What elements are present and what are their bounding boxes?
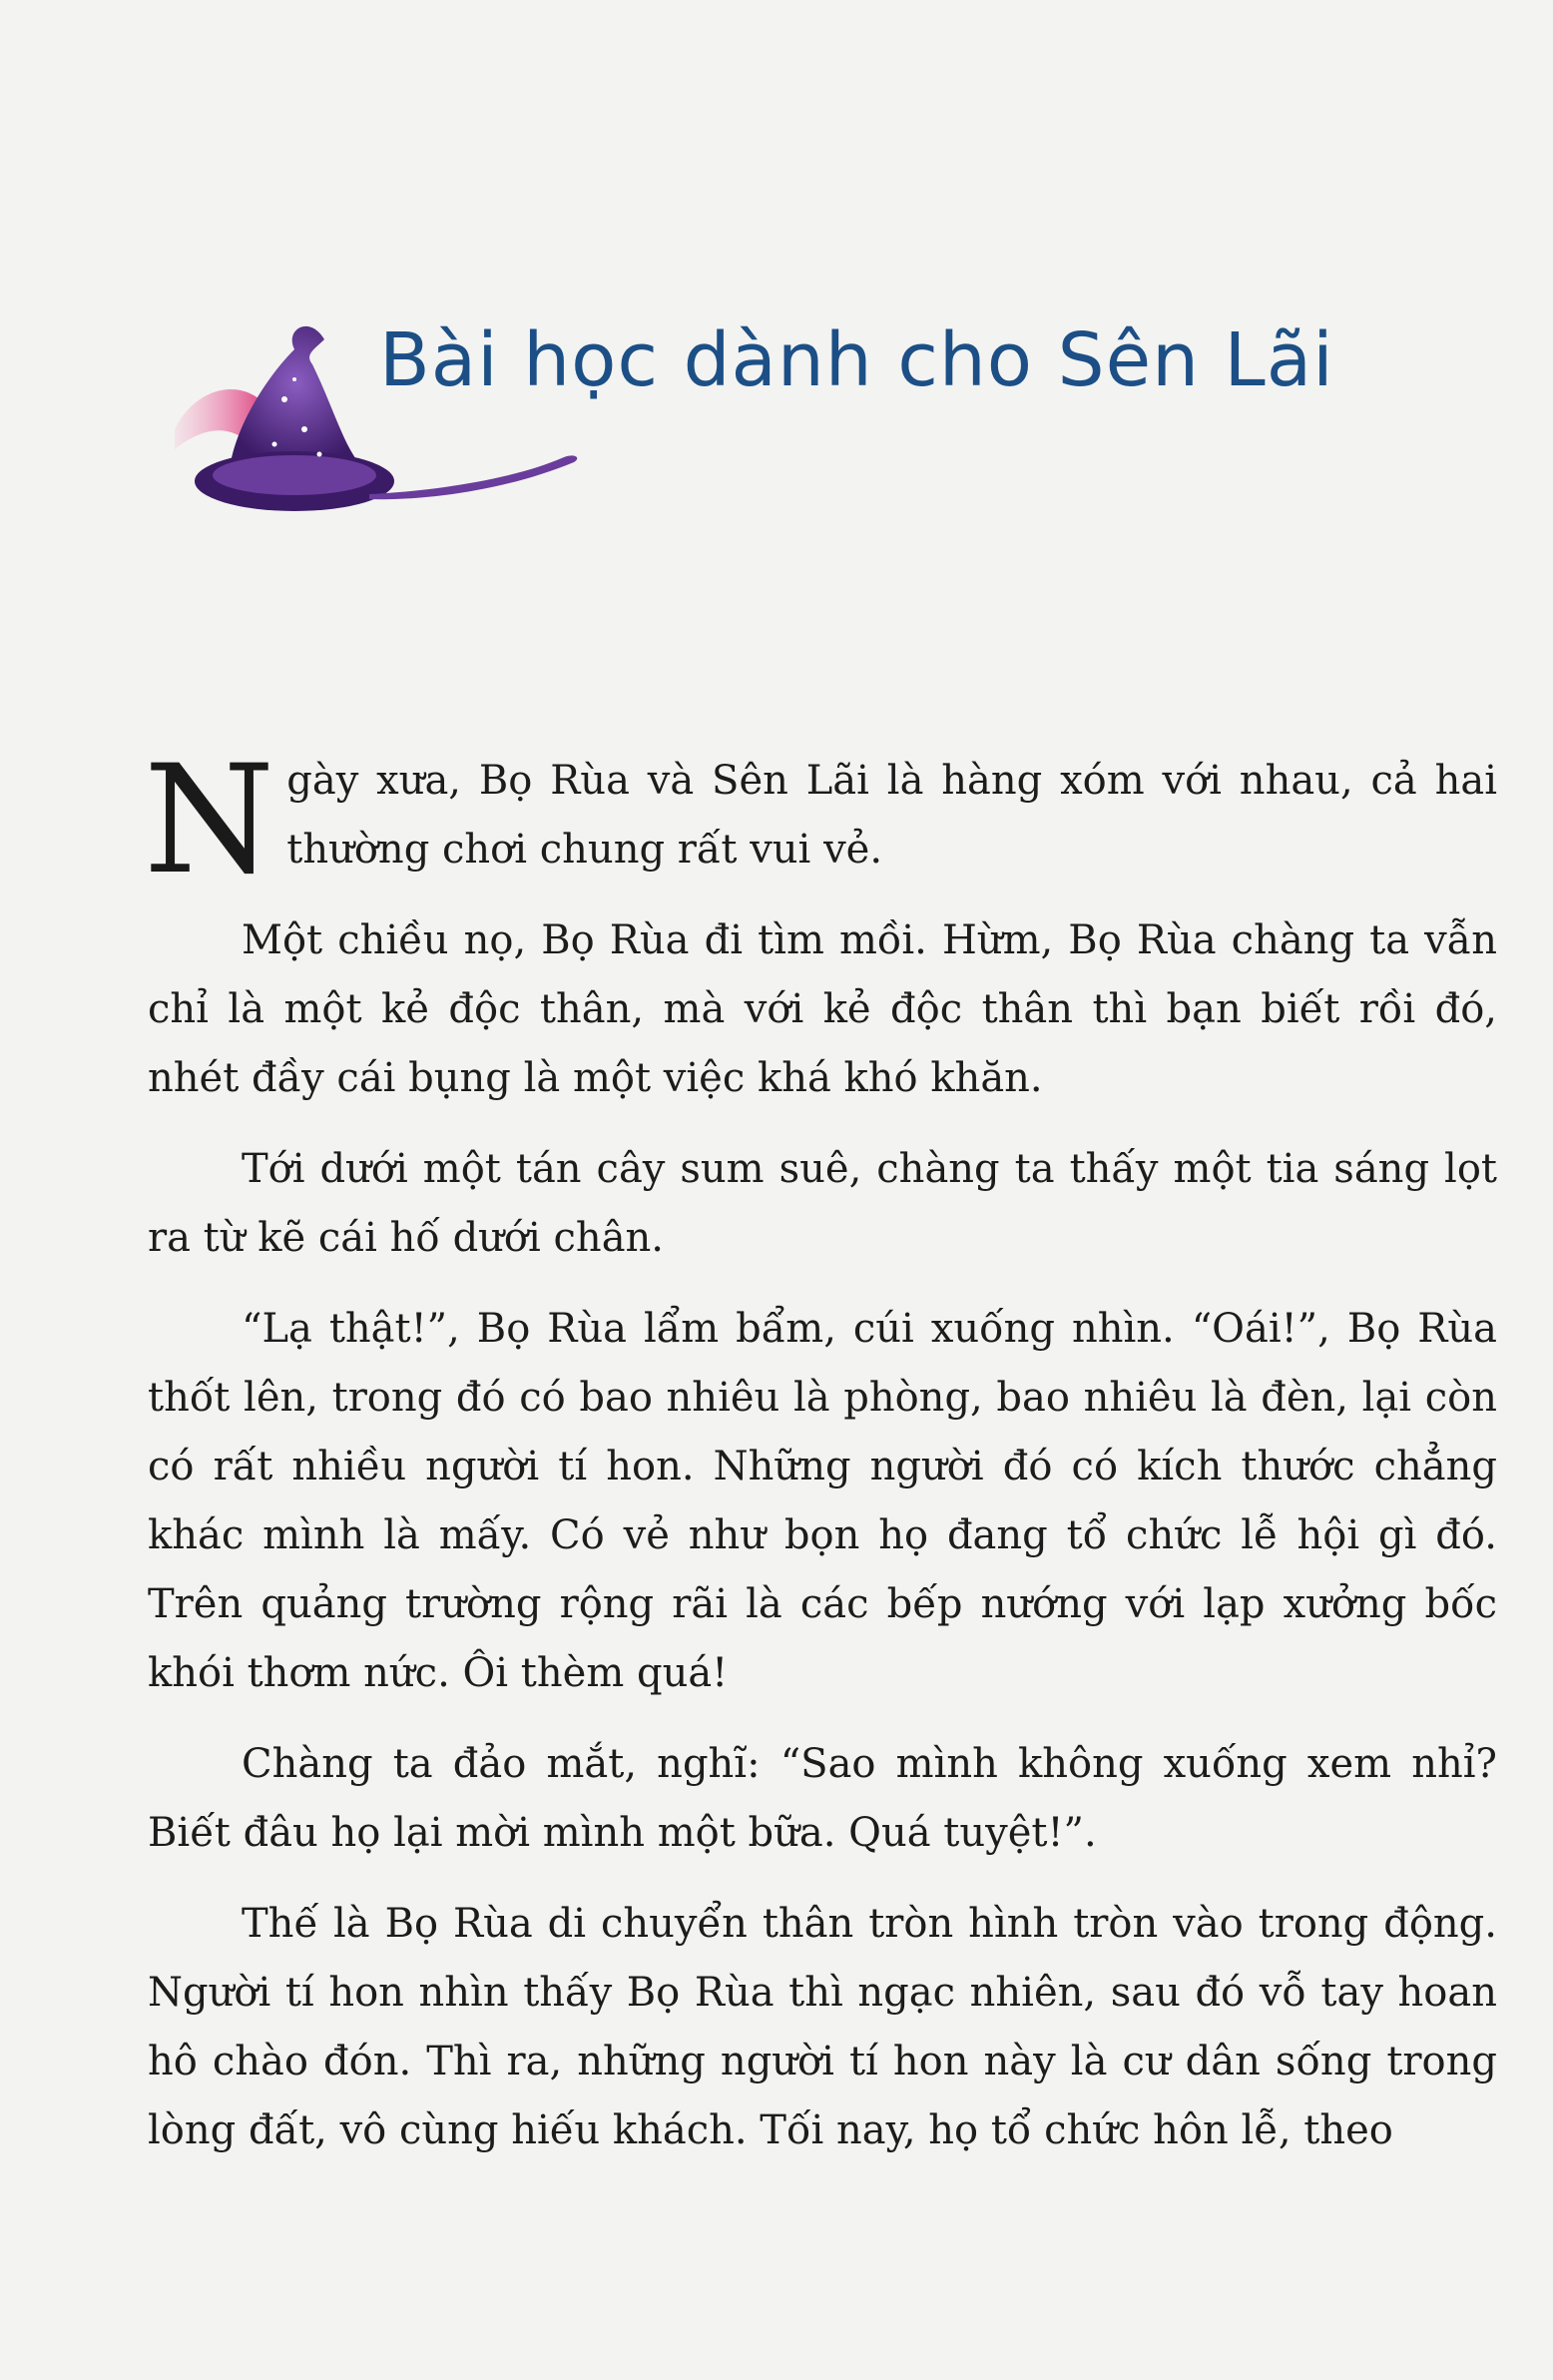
paragraph-3: Tới dưới một tán cây sum suê, chàng ta thấy một tia sáng lọt ra từ kẽ cái hố dưới chân.	[148, 1146, 1497, 1261]
story-text	[144, 734, 1497, 2187]
paragraph-2: Một chiều nọ, Bọ Rùa đi tìm mồi. Hừm, Bọ Rùa chàng ta vẫn chỉ là một kẻ độc thân, mà với kẻ độc thân thì bạn biết rồi đó, nhét đầy cái bụng là một việc khá khó khăn.	[148, 917, 1497, 1101]
drop-cap: N	[144, 734, 275, 907]
chapter-title: Bài học dành cho Sên Lãi	[379, 317, 1334, 403]
paragraph-1: Ngày xưa, Bọ Rùa và Sên Lãi là hàng xóm với nhau, cả hai thường chơi chung rất vui vẻ.	[144, 734, 1497, 907]
paragraph-6: Thế là Bọ Rùa di chuyển thân tròn hình tròn vào trong động. Người tí hon nhìn thấy Bọ Rùa thì ngạc nhiên, sau đó vỗ tay hoan hô chào đón. Thì ra, những người tí hon này là cư dân sống trong lòng đất, vô cùng hiếu khách. Tối nay, họ tổ chức hôn lễ, theo	[148, 1901, 1497, 2153]
paragraph-5: Chàng ta đảo mắt, nghĩ: “Sao mình không xuống xem nhỉ? Biết đâu họ lại mời mình một bữa. Quá tuyệt!”.	[148, 1741, 1497, 1856]
paragraph-4: “Lạ thật!”, Bọ Rùa lẩm bẩm, cúi xuống nhìn. “Oái!”, Bọ Rùa thốt lên, trong đó có bao nhiêu là phòng, bao nhiêu là đèn, lại còn có rất nhiều người tí hon. Những người đó có kích thước chẳng khác mình là mấy. Có vẻ như bọn họ đang tổ chức lễ hội gì đó. Trên quảng trường rộng rãi là các bếp nướng với lạp xưởng bốc khói thơm nức. Ôi thèm quá!	[148, 1306, 1497, 1696]
